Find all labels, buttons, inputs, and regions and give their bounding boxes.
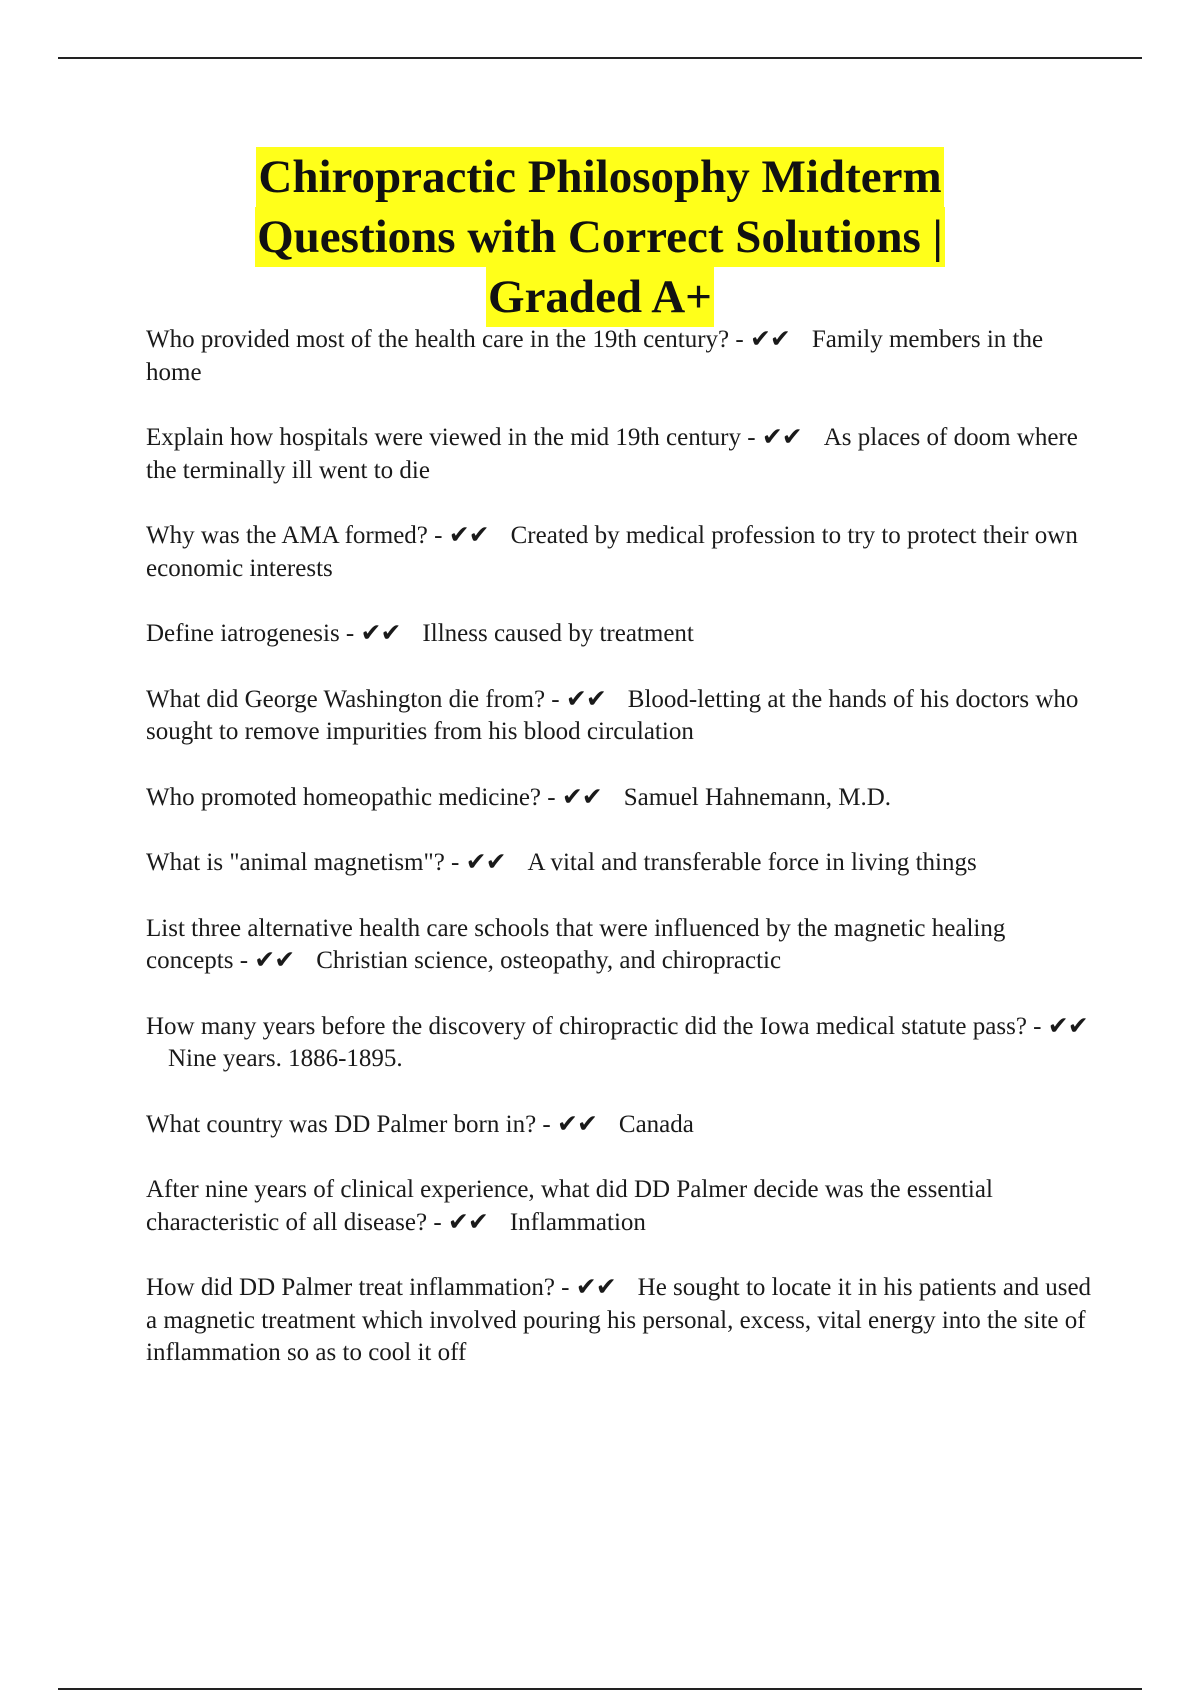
question-text: Who provided most of the health care in the 19th century? -	[146, 326, 744, 353]
question-text: Define iatrogenesis -	[146, 620, 355, 647]
question-text: How did DD Palmer treat inflammation? -	[146, 1274, 570, 1301]
question-text: How many years before the discovery of chiropractic did the Iowa medical statute pass? -	[146, 1012, 1042, 1040]
qa-item	[146, 422, 1096, 487]
question-text: Who promoted homeopathic medicine? -	[146, 783, 556, 811]
question-text: What country was DD Palmer born in? -	[146, 1110, 551, 1138]
double-check-icon: ✔✔	[1047, 1012, 1088, 1040]
qa-item	[146, 1011, 1096, 1076]
answer-text: Blood-letting at the hands of his doctors who sought to remove impurities from his blood circulation	[146, 685, 1079, 745]
question-text: After nine years of clinical experience, what did DD Palmer decide was the essential characteristic of all disease? -	[146, 1176, 993, 1236]
title-line-3: Graded A+	[486, 267, 714, 327]
top-divider	[58, 57, 1142, 59]
answer-text: Christian science, osteopathy, and chiropractic	[316, 947, 782, 974]
double-check-icon: ✔✔	[465, 849, 506, 876]
question-answer-list	[146, 324, 1096, 1403]
qa-item	[146, 913, 1096, 978]
double-check-icon: ✔✔	[557, 1110, 597, 1138]
question-text: Why was the AMA formed? -	[146, 522, 443, 549]
qa-item	[146, 847, 1096, 880]
answer-text: Inflammation	[509, 1208, 646, 1236]
qa-item	[146, 1109, 1096, 1142]
qa-item	[146, 520, 1096, 585]
double-check-icon: ✔✔	[448, 522, 489, 549]
title-heading	[0, 147, 1200, 327]
double-check-icon: ✔✔	[749, 326, 790, 353]
answer-text: Samuel Hahnemann, M.D.	[623, 783, 892, 811]
answer-text: Family members in the home	[146, 326, 1044, 386]
double-check-icon: ✔✔	[761, 424, 802, 451]
answer-text: He sought to locate it in his patients and used a magnetic treatment which involved pouring his personal, excess, vital energy into the site of inflammation so as to cool it off	[146, 1274, 1092, 1366]
qa-item	[146, 1272, 1096, 1370]
qa-item	[146, 324, 1096, 389]
answer-text: Canada	[618, 1110, 694, 1138]
title-line-2: Questions with Correct Solutions |	[255, 207, 945, 267]
answer-text: As places of doom where the terminally ill went to die	[146, 424, 1078, 484]
qa-item	[146, 684, 1096, 749]
double-check-icon: ✔✔	[447, 1208, 488, 1236]
double-check-icon: ✔✔	[360, 620, 401, 647]
answer-text: Illness caused by treatment	[422, 620, 694, 647]
question-text: What is "animal magnetism"? -	[146, 849, 460, 876]
question-text: List three alternative health care schools that were influenced by the magnetic healing concepts -	[146, 914, 1006, 974]
document-title	[0, 147, 1200, 327]
title-line-1: Chiropractic Philosophy Midterm	[256, 147, 943, 207]
qa-item	[146, 618, 1096, 651]
question-text: What did George Washington die from? -	[146, 685, 560, 713]
qa-item	[146, 1174, 1096, 1239]
answer-text: Nine years. 1886-1895.	[168, 1045, 403, 1072]
answer-text: Created by medical profession to try to protect their own economic interests	[146, 522, 1078, 582]
double-check-icon: ✔✔	[254, 947, 295, 974]
double-check-icon: ✔✔	[565, 685, 606, 713]
question-text: Explain how hospitals were viewed in the mid 19th century -	[146, 424, 756, 451]
bottom-divider	[58, 1688, 1142, 1690]
qa-item	[146, 782, 1096, 815]
answer-text: A vital and transferable force in living things	[527, 849, 977, 876]
double-check-icon: ✔✔	[561, 783, 602, 811]
double-check-icon: ✔✔	[575, 1274, 616, 1301]
